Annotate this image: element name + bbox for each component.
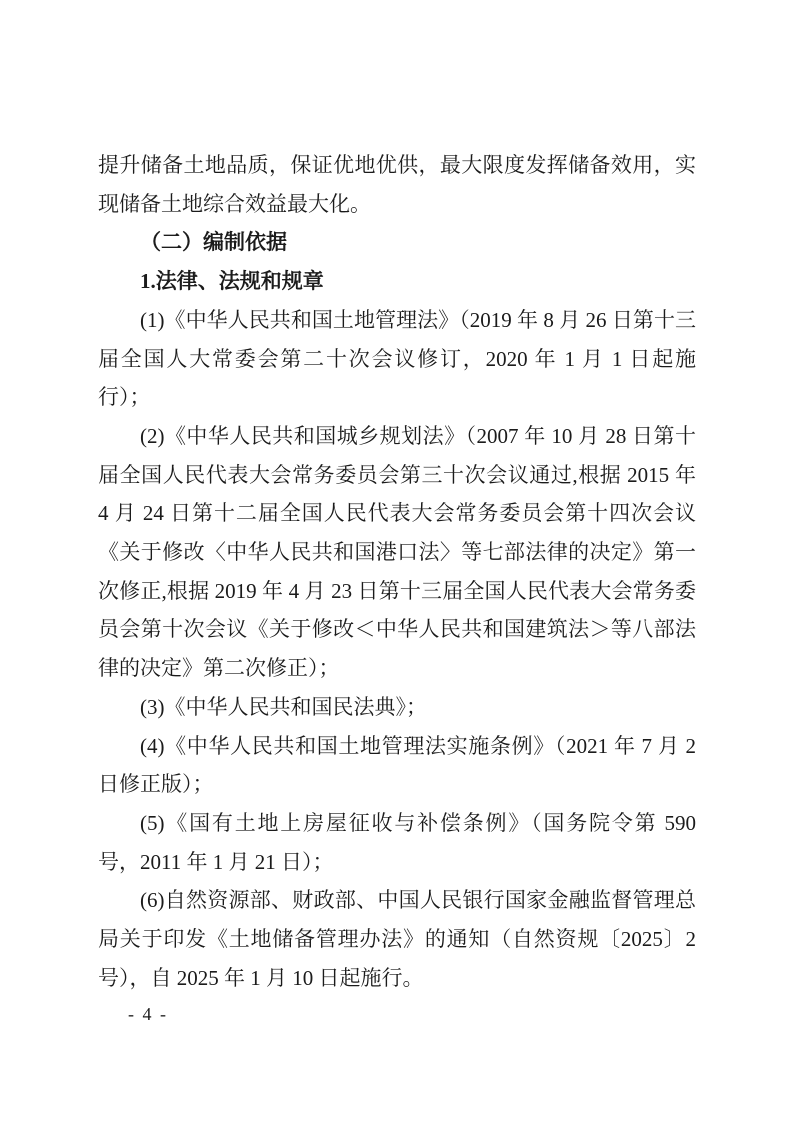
list-item-5: (5)《国有土地上房屋征收与补偿条例》（国务院令第 590 号，2011 年 1 月 21 日）； [98, 810, 696, 874]
list-item-2: (2)《中华人民共和国城乡规划法》（2007 年 10 月 28 日第十届全国人民代表大会常务委员会第三十次会议通过,根据 2015 年 4 月 24 日第十二届全国人民代表大会常务委员会第十四次会议《关于修改〈中华人民共和国港口法〉等七部法律的决定》第一次修正,根据 2019 年 4 月 23 日第十三届全国人民代表大会常务委员会第十次会议《关于修改＜中华人民共和国建筑法＞等八部法律的决定》第二次修正）； [98, 423, 696, 681]
subsection-heading: 1.法律、法规和规章 [140, 269, 324, 294]
list-item-3: (3)《中华人民共和国民法典》； [140, 694, 427, 719]
list-item-4: (4)《中华人民共和国土地管理法实施条例》（2021 年 7 月 2 日修正版）； [98, 733, 697, 797]
list-item-1: (1)《中华人民共和国土地管理法》（2019 年 8 月 26 日第十三届全国人大常委会第二十次会议修订，2020 年 1 月 1 日起施行）； [98, 307, 696, 410]
page-number: - 4 - [128, 1004, 168, 1025]
list-item-6: (6)自然资源部、财政部、中国人民银行国家金融监督管理总局关于印发《土地储备管理办法》的通知（自然资规〔2025〕2 号），自 2025 年 1 月 10 日起施行。 [98, 888, 696, 990]
paragraph-continued: 提升储备土地品质，保证优地优供，最大限度发挥储备效用，实现储备土地综合效益最大化。 [98, 153, 696, 216]
section-heading: （二）编制依据 [140, 230, 287, 255]
